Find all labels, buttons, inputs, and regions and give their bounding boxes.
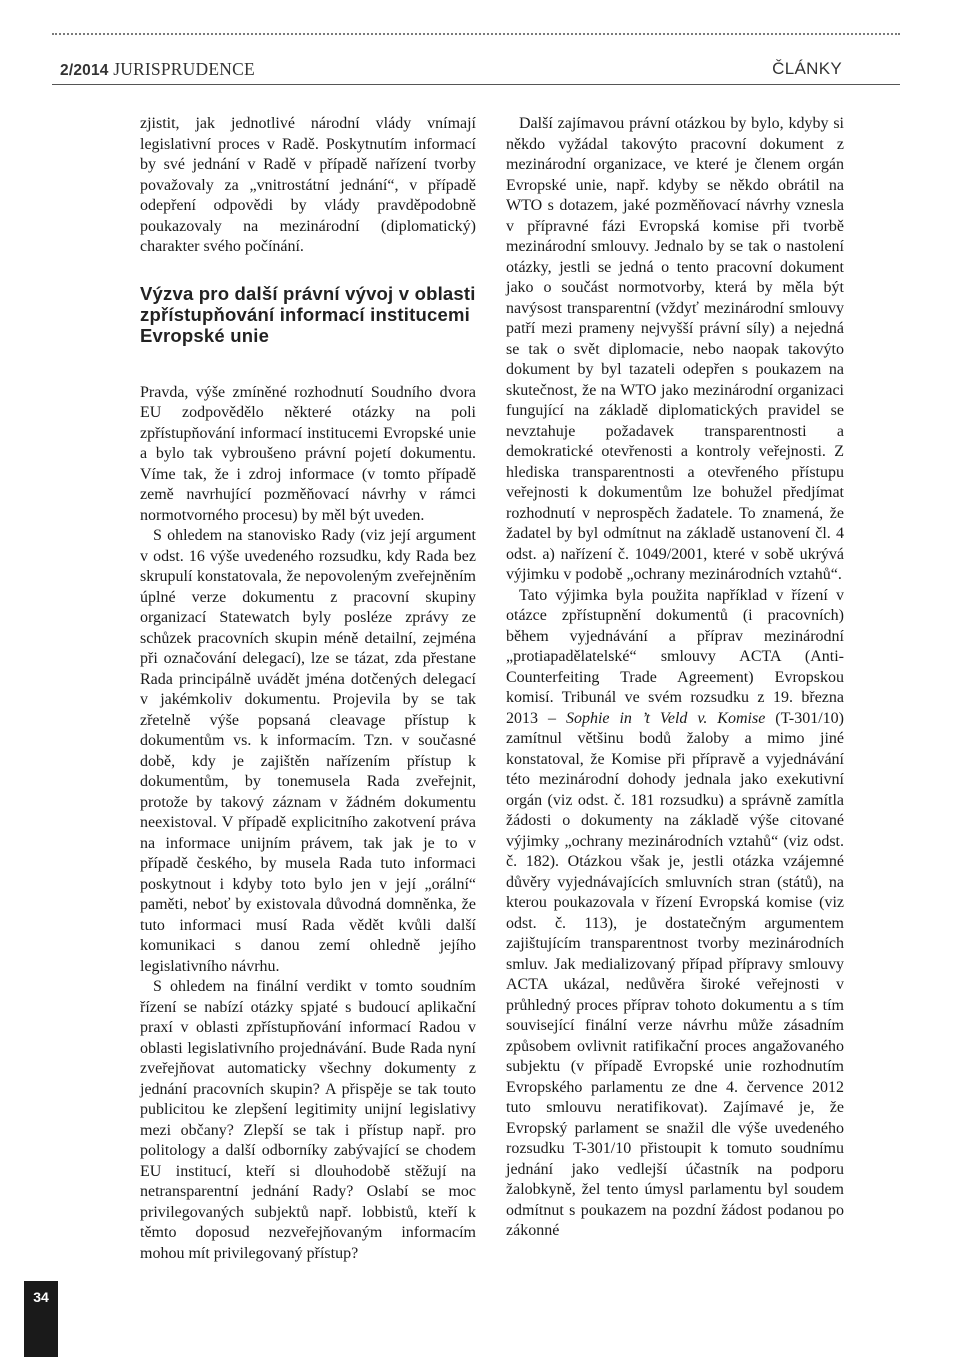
header-rule [52, 84, 900, 85]
left-column [140, 114, 476, 1264]
paragraph: S ohledem na stanovisko Rady (viz její argument v odst. 16 výše uvedeného rozsudku, kdy Rada bez skrupulí konstatovala, že nepovoleným zveřejněním úplné verze dokumentu z pracovní skupiny organizací Statewatch byly posléze zprávy ze schůzek pracovních skupin méně detailní, zejména při označování delegací), lze se tázat, zda přestane Rada principálně uvádět jména dotčených delegací v jakémkoliv dokumentu. Projevila by se tak zřetelně výše popsaná cleavage přístup k dokumentům vs. k informacím. Tzn. v současné době, kdy je zajištěn nařízením přístup k dokumentům, by tonemusela Rada zveřejnit, protože by takový záznam v žádném dokumentu neexistoval. V případě explicitního zakotvení práva na informace unijním právem, tak jak je to v případě českého, by musela Rada tuto informaci poskytnout i kdyby toto bylo jen v její „orální“ paměti, neboť by existovala důvodná domněnka, že tuto informaci musí Rada vědět kvůli další komunikaci s danou zemí ohledně jejího legislativního návrhu. [140, 527, 476, 975]
paragraph: Pravda, výše zmíněné rozhodnutí Soudního dvora EU zodpovědělo některé otázky na poli zpřístupňování informací institucemi Evropské unie a bylo tak vybroušeno právní pojetí dokumentu. Víme tak, že i zdroj informace (v tomto případě země navrhující pozměňovací návrhy v rámci normotvorného procesu) by měl být uveden. [140, 383, 476, 524]
paragraph [506, 586, 844, 1242]
running-header [60, 59, 255, 80]
paragraph-text: (T-301/10) zamítnul většinu bodů žaloby a mimo jiné konstatoval, že Komise při přípravě a vyjednávání této mezinárodní dohody jednala jako exekutivní orgán (viz odst. č. 181 rozsudku) a správně zamítla žádosti o dokumenty na základě výše citované výjimky „ochrany mezinárodních vztahů“ (viz odst. č. 182). Otázkou však je, jestli otázka vzájemné důvěry vyjednávajících smluvních stran (států), na kterou poukazovala v řízení Evropská komise (viz odst. č. 113), je dostatečným argumentem zajištujícím transparentnost tvorby mezinárodních smluv. Jak medializovaný případ přípravy smlouvy ACTA ukázal, nedůvěra široké veřejnosti v průhledný proces příprav tohoto dokumentu a s tím související finální verze návrhu může zásadním způsobem ovlivnit ratifikační proces angažovaného subjektu (v případě Evropské unie rozhodnutím Evropského parlamentu ze dne 4. července 2012 tuto smlouvu neratifikovat). Zajímavé je, že Evropský parlament se snažil dle výše uvedeného rozsudku T-301/10 přistoupit k tomuto soudnímu jednání jako vedlejší účastník na podporu žalobkyně, žel tento úmysl parlamentu byl soudem odmítnut s poukazem na pozdní žádost podanou po zákonné [506, 709, 845, 1239]
issue-number: 2/2014 [60, 62, 109, 79]
section-heading: Výzva pro další právní vývoj v oblasti zpřístupňování informací institucemi Evropské unie [140, 282, 476, 346]
page-number: 34 [33, 1289, 49, 1305]
paragraph-text: Tato výjimka byla použita například v řízení v otázce zpřístupnění dokumentů (i pracovních) během vyjednávání a příprav mezinárodní „protiapadělatelské“ smlouvy ACTA (Anti-Counterfeiting Trade Agreement) Evropskou komisí. Tribunál ve svém rozsudku z 19. března 2013 – [506, 586, 844, 727]
paragraph-intro: zjistit, jak jednotlivé národní vlády vnímají legislativní proces v Radě. Poskytnutím informací by své jednání v Radě v případě nařízení tvorby považovaly za „vnitrostátní jednání“, v případě odepření odpovědi by vlády pravděpodobně poukazovaly na mezinárodní (diplomatický) charakter svého počínání. [140, 115, 476, 255]
case-name: Sophie in ’t Veld v. Komise [565, 709, 766, 727]
paragraph: Další zajímavou právní otázkou by bylo, kdyby si někdo vyžádal takovýto pracovní dokument z mezinárodní organizace, ve které je členem orgán Evropské unie, např. kdyby se někdo obrátil na WTO s dotazem, jaké pozměňovací návrhy vznesla v přípravné fázi Evropská komise při tvorbě mezinárodní smlouvy. Jednalo by se tak o nastolení otázky, jestli se jedná o tento pracovní dokument jako o součást normotvorby, která by měla být navýsost transparentní (vždyť mezinárodní smlouvy patří mezi prameny nejvyšší právní síly) a nejedná se tak o svět diplomacie, nebo naopak takovýto dokument by byl tazateli odepřen s poukazem na skutečnost, že na WTO jako mezinárodní organizaci fungující na základě diplomatických pravidel se nevztahuje požadavek transparentnosti a demokratické otevřenosti a kontroly veřejnosti. Z hlediska transparentnosti a otevřeného přístupu veřejnosti k dokumentům lze bohužel předjímat rozhodnutí v neprospěch žadatele. To znamená, že žadatel by byl odmítnut na základě ustanovení čl. 4 odst. a) nařízení č. 1049/2001, které v sobě ukrývá výjimku v podobě „ochrany mezinárodních vztahů“. [506, 115, 844, 583]
section-label: ČLÁNKY [772, 59, 842, 78]
journal-name: JURISPRUDENCE [113, 59, 255, 79]
paragraph: S ohledem na finální verdikt v tomto soudním řízení se nabízí otázky spjaté s budoucí aplikační praxí v oblasti zpřístupňování informací Radou v oblasti legislativního projednávání. Bude Rada nyní zveřejňovat automaticky všechny dokumenty z jednání pracovních skupin? A přispěje se tak touto publicitou ke zlepšení legitimity unijní legislativy mezi občany? Zlepší se tak i přístup např. pro politology a další odborníky zabývající se chodem EU institucí, kteří si dlouhodobě stěžují na netransparentní jednání Rady? Oslabí se moc privilegovaných subjektů např. lobbistů, kteří k těmto doposud nezveřejňovaným informacím mohou mít privilegovaný přístup? [140, 978, 476, 1262]
top-dotted-rule [52, 33, 900, 35]
right-column [506, 114, 844, 1242]
